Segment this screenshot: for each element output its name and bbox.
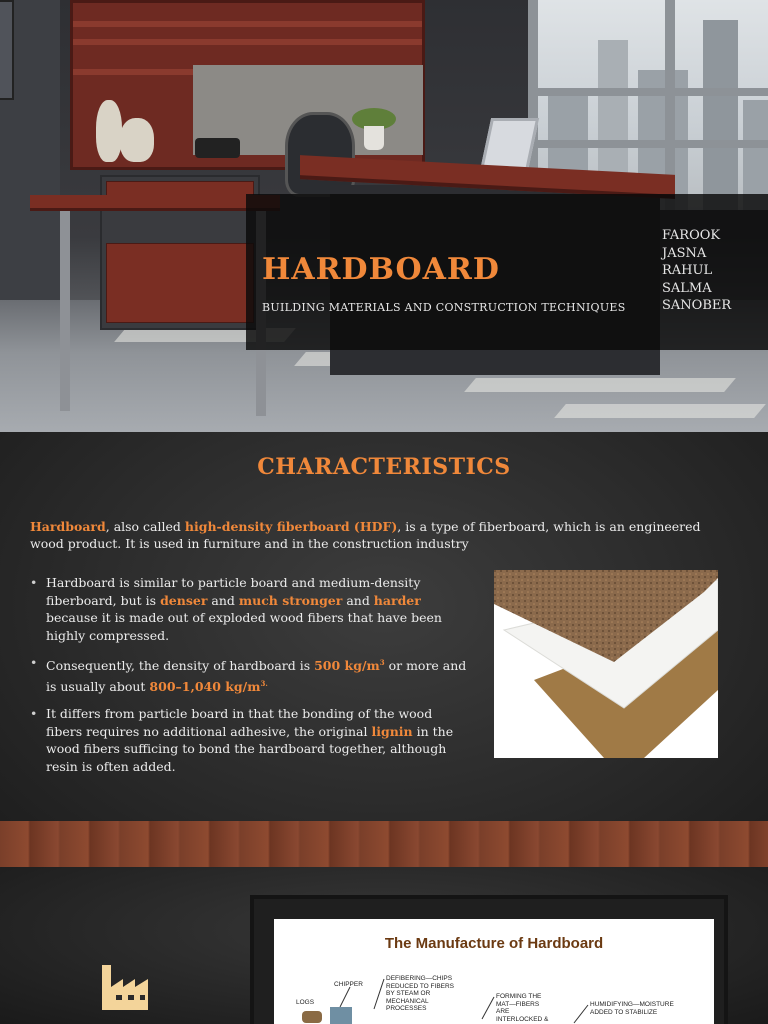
sunlight-strip xyxy=(464,378,736,392)
window-transom xyxy=(528,140,768,148)
author-name: FAROOK xyxy=(662,228,721,243)
bullet-item xyxy=(30,574,470,644)
hardboard-photo xyxy=(494,570,718,758)
hutch-shelf xyxy=(73,21,422,27)
intro-text: , also called xyxy=(105,519,185,534)
highlight-term: 800–1,040 kg/m xyxy=(149,678,261,694)
highlight-term: denser xyxy=(160,592,208,608)
bullet-text: or more and is usually about xyxy=(46,658,467,694)
bullet-text: and xyxy=(342,592,374,608)
author-name: RAHUL xyxy=(662,263,713,278)
bullet-text: because it is made out of exploded wood fibers that have been highly compressed. xyxy=(46,610,442,643)
superscript: 3. xyxy=(260,678,268,688)
highlight-term: Hardboard xyxy=(30,519,106,534)
highlight-term: 500 kg/m xyxy=(314,658,380,674)
bullet-item xyxy=(30,705,470,775)
leader-line xyxy=(374,979,384,1009)
title-slide xyxy=(0,0,768,432)
desk-leg xyxy=(60,211,70,411)
author-name: JASNA xyxy=(662,245,707,261)
author-name: SANOBER xyxy=(662,298,732,313)
intro-text: , is a type of fiberboard, which is an engineered wood product. It is used in furniture and in the construction industry xyxy=(30,519,701,551)
superscript: 3 xyxy=(379,658,385,667)
manufacture-slide xyxy=(0,867,768,1024)
presentation-subtitle: BUILDING MATERIALS AND CONSTRUCTION TECHNIQUES xyxy=(262,301,626,314)
bullet-text: It differs from particle board in that the bonding of the wood fibers requires no additional adhesive, the original xyxy=(46,706,433,739)
chipper-icon xyxy=(330,1007,352,1024)
wall-frame xyxy=(0,0,14,100)
leader-line xyxy=(482,997,494,1019)
window-transom xyxy=(528,88,768,96)
bullet-text: Hardboard is similar to particle board and medium-density fiberboard, but is xyxy=(46,575,421,608)
bullet-text: Consequently, the density of hardboard is xyxy=(46,658,315,674)
vase xyxy=(96,100,122,162)
diagram-label: CHIPPER xyxy=(334,981,363,988)
bullet-item xyxy=(30,654,470,695)
diagram-title: The Manufacture of Hardboard xyxy=(384,935,604,952)
presentation-title: HARDBOARD xyxy=(262,252,500,287)
highlight-term: high-density fiberboard (HDF) xyxy=(184,519,398,534)
wood-floor xyxy=(0,821,768,867)
plant-pot xyxy=(364,126,384,150)
title-box xyxy=(246,194,768,350)
diagram-label: LOGS xyxy=(296,999,315,1006)
diagram-drawing xyxy=(274,919,714,1024)
hutch-shelf xyxy=(73,39,422,45)
factory-icon xyxy=(102,965,148,1010)
highlight-term: lignin xyxy=(371,723,413,739)
diagram-label: FORMING THE MAT—FIBERS ARE INTERLOCKED & xyxy=(496,993,549,1023)
bullet-text: in the wood fibers sufficing to bond the hardboard together, although resin is often added. xyxy=(46,723,454,774)
hutch-shelf xyxy=(73,69,193,75)
leader-line xyxy=(574,1005,588,1023)
cabinet-drawer xyxy=(106,243,254,323)
logs-icon xyxy=(302,1011,322,1023)
highlight-term: much stronger xyxy=(238,592,343,608)
vase xyxy=(120,118,154,162)
skyline-building xyxy=(703,20,738,210)
diagram-label: HUMIDIFYING—MOISTURE ADDED TO STABILIZE xyxy=(590,1001,674,1016)
sunlight-strip xyxy=(554,404,766,418)
desk-phone xyxy=(195,138,240,158)
hardboard-sheets-image xyxy=(494,570,718,758)
characteristics-slide xyxy=(0,432,768,867)
manufacture-diagram xyxy=(274,919,714,1024)
diagram-frame xyxy=(250,895,728,1024)
bullet-text: and xyxy=(207,592,239,608)
highlight-term: harder xyxy=(373,592,421,608)
bullet-list xyxy=(30,574,470,785)
author-list xyxy=(662,227,731,315)
author-name: SALMA xyxy=(662,280,712,296)
desk-return xyxy=(30,195,280,211)
diagram-label: DEFIBERING—CHIPS REDUCED TO FIBERS BY STEAM OR MECHANICAL PROCESSES xyxy=(386,975,455,1012)
leader-line xyxy=(340,987,350,1007)
intro-paragraph xyxy=(30,518,730,552)
slide-heading: CHARACTERISTICS xyxy=(257,454,511,480)
